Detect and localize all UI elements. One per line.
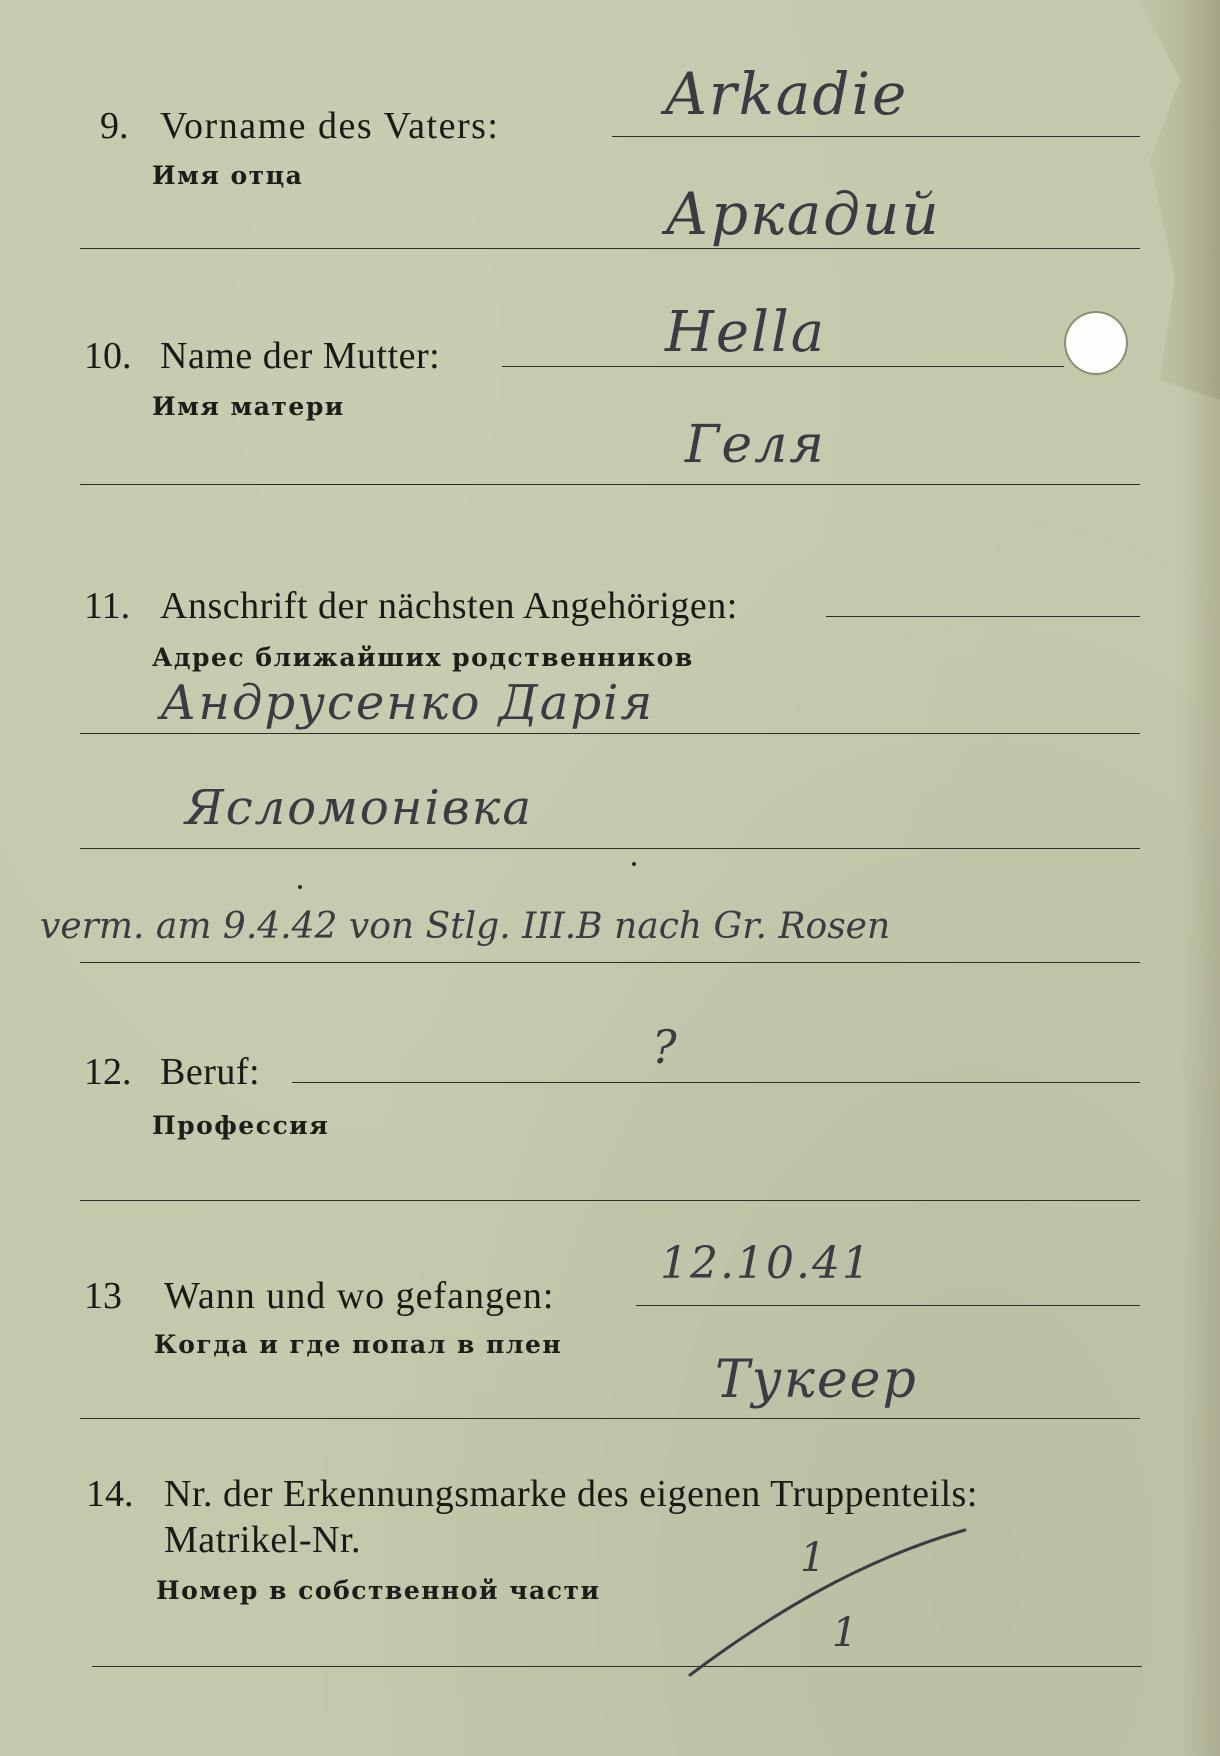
- field-label-ru: Имя отца: [152, 161, 304, 190]
- field-label-de: Name der Mutter:: [160, 335, 441, 377]
- handwritten-answer: Тукеер: [715, 1350, 918, 1410]
- handwritten-answer: Ясломонівка: [185, 780, 533, 836]
- field-label-de: Nr. der Erkennungsmarke des eigenen Truppenteils:: [164, 1473, 978, 1515]
- punch-hole: [1064, 311, 1128, 375]
- answer-line: [80, 962, 1140, 963]
- answer-line: [92, 1666, 1142, 1667]
- answer-line: [80, 848, 1140, 849]
- field-label-de: Wann und wo gefangen:: [164, 1275, 555, 1317]
- answer-line: [636, 1305, 1140, 1306]
- field-label-ru: Адрес ближайших родственников: [152, 643, 694, 672]
- handwritten-note: verm. am 9.4.42 von Stlg. III.B nach Gr. Rosen: [40, 906, 891, 947]
- answer-line: [826, 616, 1140, 617]
- handwritten-slash: [680, 1510, 980, 1690]
- ink-dot: [298, 885, 302, 889]
- field-label-ru: Номер в собственной части: [156, 1576, 601, 1605]
- handwritten-answer: 12.10.41: [660, 1238, 872, 1289]
- handwritten-answer: 1: [800, 1535, 828, 1581]
- field-label-de: Beruf:: [160, 1051, 261, 1093]
- field-label-ru: Когда и где попал в плен: [154, 1330, 563, 1359]
- answer-line: [292, 1082, 1140, 1083]
- ink-dot: [632, 862, 636, 866]
- answer-line: [80, 1200, 1140, 1201]
- field-label-ru: Профессия: [152, 1111, 330, 1140]
- handwritten-answer: Arkadie: [665, 60, 909, 128]
- field-number: 13: [84, 1275, 122, 1317]
- field-number: 10.: [84, 335, 132, 377]
- field-label-de-line2: Matrikel-Nr.: [164, 1519, 362, 1561]
- field-number: 14.: [86, 1473, 134, 1515]
- answer-line: [502, 366, 1064, 367]
- field-number: 12.: [84, 1051, 132, 1093]
- field-label-de: Vorname des Vaters:: [160, 105, 500, 147]
- handwritten-answer: Аркадий: [665, 180, 941, 248]
- field-label-de: Anschrift der nächsten Angehörigen:: [160, 585, 738, 627]
- handwritten-answer: 1: [832, 1610, 860, 1656]
- handwritten-answer: Hella: [665, 300, 827, 365]
- answer-line: [80, 733, 1140, 734]
- answer-line: [80, 1418, 1140, 1419]
- answer-line: [80, 484, 1140, 485]
- field-label-ru: Имя матери: [152, 392, 345, 421]
- field-number: 9.: [100, 105, 129, 147]
- handwritten-answer: Андрусенко Дарія: [160, 675, 655, 731]
- torn-corner: [1120, 0, 1220, 400]
- answer-line: [612, 136, 1140, 137]
- field-number: 11.: [84, 585, 131, 627]
- handwritten-answer: ?: [652, 1020, 679, 1074]
- answer-line: [80, 248, 1140, 249]
- handwritten-answer: Геля: [685, 415, 826, 475]
